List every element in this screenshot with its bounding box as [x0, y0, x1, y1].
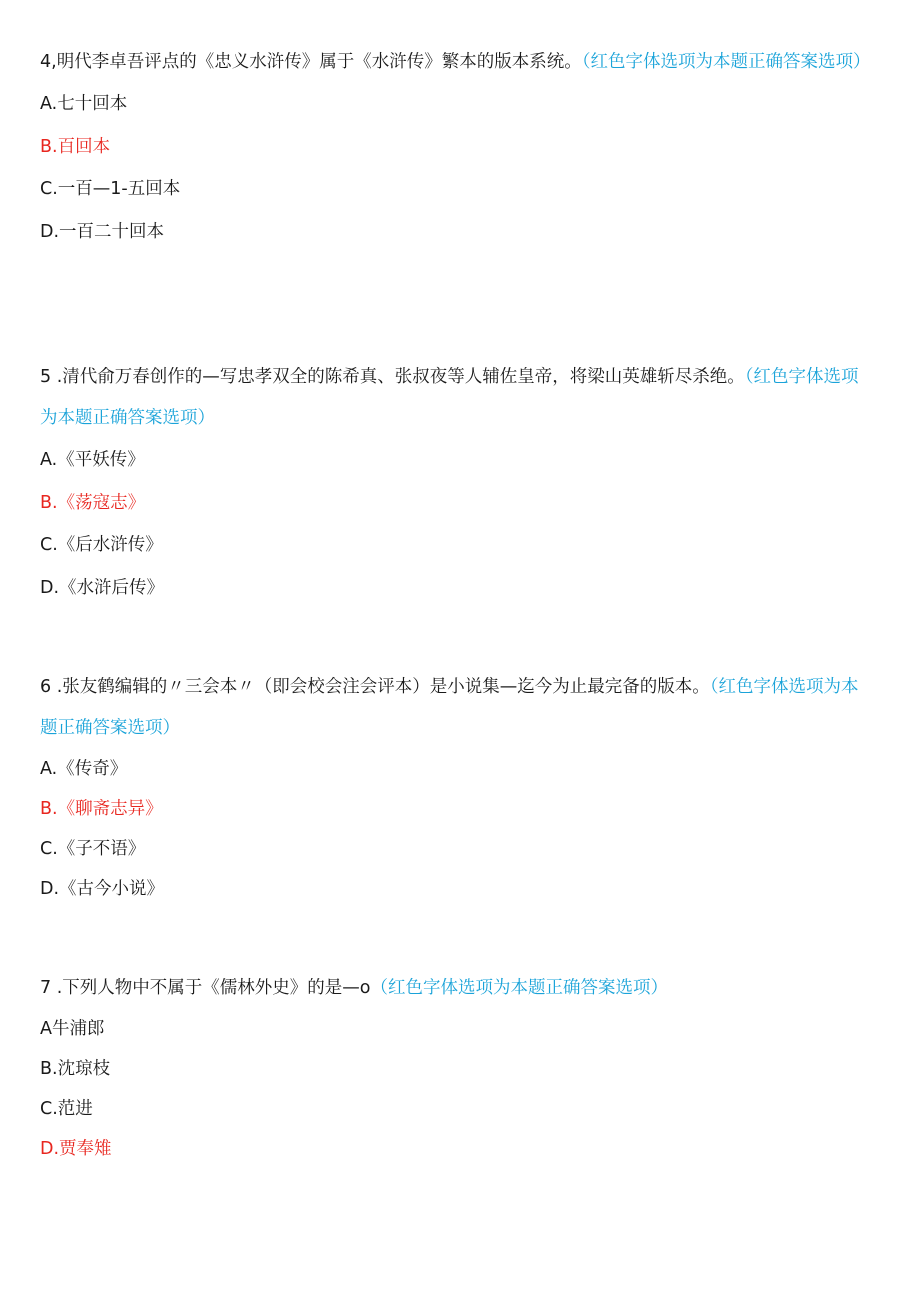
- answer-hint: （红色字体选项为本题正确答案选项）: [40, 367, 859, 428]
- option-d-correct: D.贾奉雉: [40, 1139, 112, 1159]
- question-text: 6 .张友鹤编辑的〃三会本〃（即会校会注会评本）是小说集—迄今为止最完备的版本。: [40, 677, 710, 697]
- question-text: 7 .下列人物中不属于《儒林外史》的是—o: [40, 978, 371, 998]
- option-d: D.《水浒后传》: [40, 577, 165, 598]
- question-6: [40, 667, 875, 909]
- option-c: C.《后水浒传》: [40, 535, 163, 555]
- question-stem: [40, 968, 875, 1009]
- option-c: C.一百—1-五回本: [40, 179, 181, 199]
- question-4: [40, 42, 875, 253]
- option-c: C.《子不语》: [40, 839, 146, 859]
- option-a: A牛浦郎: [40, 1019, 105, 1039]
- question-7: [40, 968, 875, 1169]
- question-text: 4,明代李卓吾评点的《忠义水浒传》属于《水浒传》繁本的版本系统。: [40, 52, 582, 72]
- question-stem: [40, 42, 875, 83]
- option-a: A.七十回本: [40, 94, 128, 114]
- answer-hint: （红色字体选项为本题正确答案选项）: [370, 978, 668, 998]
- option-b-correct: B.《荡寇志》: [40, 492, 146, 513]
- option-b-correct: B.《聊斋志异》: [40, 799, 163, 819]
- option-a: A.《传奇》: [40, 759, 128, 779]
- question-stem: [40, 357, 875, 439]
- option-b: B.沈琼枝: [40, 1059, 111, 1079]
- question-stem: [40, 667, 875, 749]
- question-5: [40, 357, 875, 609]
- option-b-correct: B.百回本: [40, 136, 111, 157]
- answer-hint: （红色字体选项为本题正确答案选项）: [40, 677, 859, 738]
- question-text: 5 .清代俞万春创作的—写忠孝双全的陈希真、张叔夜等人辅佐皇帝，将梁山英雄斩尽杀绝。: [40, 367, 745, 387]
- option-a: A.《平妖传》: [40, 450, 145, 470]
- answer-hint: （红色字体选项为本题正确答案选项）: [581, 52, 871, 72]
- option-d: D.《古今小说》: [40, 879, 165, 899]
- option-c: C.范进: [40, 1099, 93, 1119]
- option-d: D.一百二十回本: [40, 221, 165, 242]
